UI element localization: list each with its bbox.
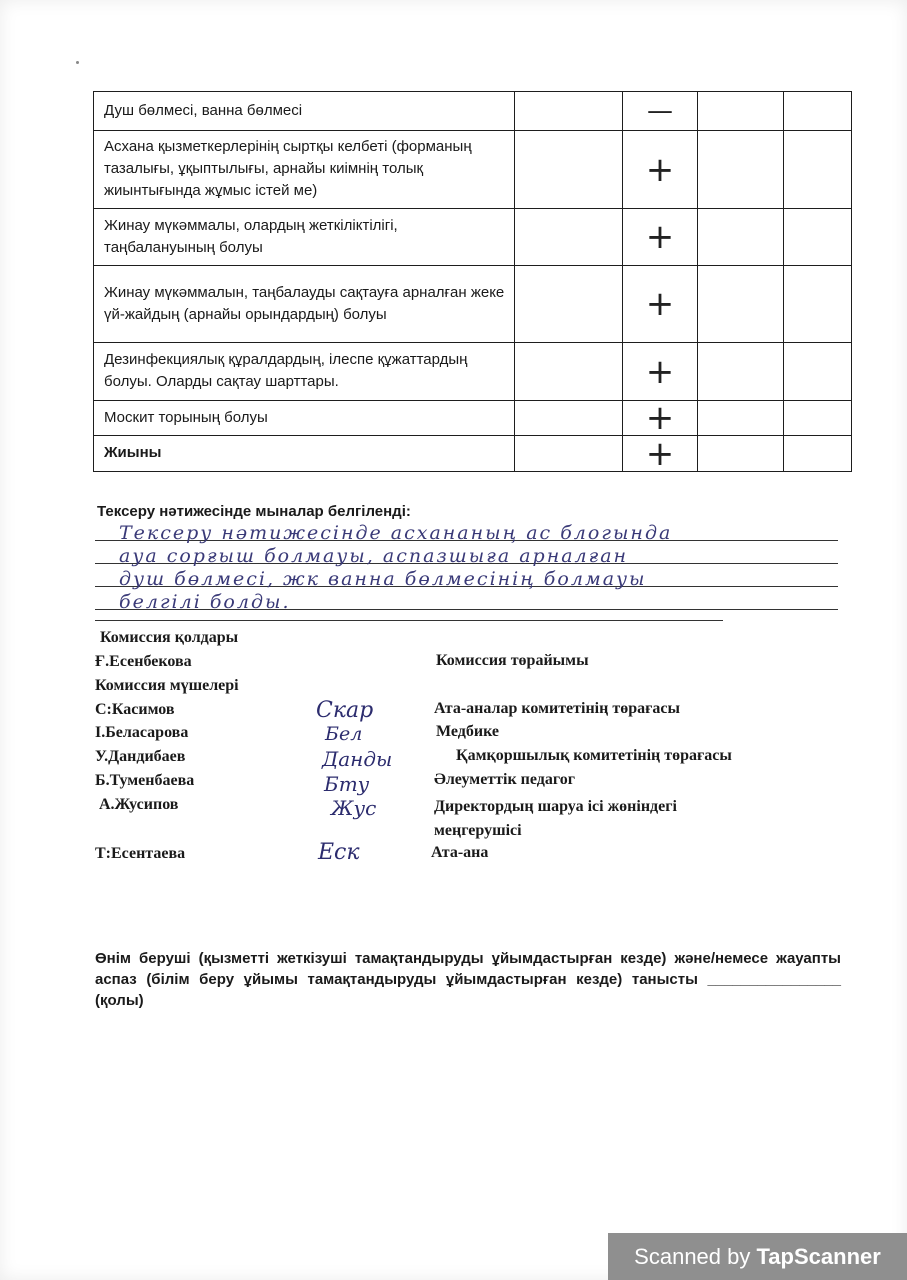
member-role: Ата-аналар комитетінің төрағасы bbox=[434, 700, 680, 717]
scanner-watermark bbox=[608, 1233, 907, 1280]
row-label: Дезинфекциялық құралдардың, ілеспе құжаттардың болуы. Оларды сақтау шарттары. bbox=[94, 343, 515, 401]
watermark-brand: TapScanner bbox=[756, 1244, 881, 1269]
row-label: Жинау мүкәммалы, олардың жеткіліктілігі, таңбалануының болуы bbox=[94, 209, 515, 266]
row-label: Душ бөлмесі, ванна бөлмесі bbox=[94, 92, 515, 131]
table-row bbox=[94, 266, 852, 343]
members-title: Комиссия мүшелері bbox=[95, 677, 239, 694]
member-role: Ата-ана bbox=[431, 844, 489, 861]
acknowledgement-note bbox=[95, 948, 841, 1011]
member-name: А.Жусипов bbox=[99, 796, 179, 813]
findings-line-blank bbox=[95, 620, 723, 621]
findings-line bbox=[95, 541, 838, 567]
table-row bbox=[94, 209, 852, 266]
chair-name: Ғ.Есенбекова bbox=[95, 653, 192, 670]
member-signature: Данды bbox=[322, 747, 393, 771]
check-mark: + bbox=[623, 209, 698, 266]
row-label: Асхана қызметкерлерінің сыртқы келбеті (форманың тазалығы, ұқыптылығы, арнайы киімнің толық жиынтығында жұмыс істей ме) bbox=[94, 131, 515, 209]
member-signature: Еск bbox=[318, 840, 360, 865]
table-row-total bbox=[94, 436, 852, 472]
member-name: Т:Есентаева bbox=[95, 845, 186, 862]
member-name: С:Касимов bbox=[95, 701, 175, 718]
row-label: Жинау мүкәммалын, таңбалауды сақтауға арналған жеке үй-жайдың (арнайы орындардың) болуы bbox=[94, 266, 515, 343]
findings-line bbox=[95, 518, 838, 544]
watermark-prefix: Scanned by bbox=[634, 1244, 751, 1269]
member-name: Б.Туменбаева bbox=[95, 772, 195, 789]
signature-blank: ________________ bbox=[707, 971, 841, 988]
row-label: Москит торының болуы bbox=[94, 401, 515, 436]
check-mark: + bbox=[623, 131, 698, 209]
table-row bbox=[94, 343, 852, 401]
member-signature: Бел bbox=[325, 723, 363, 745]
member-role: Директордың шаруа ісі жөніндегі меңгерушісі bbox=[434, 798, 677, 839]
row-label: Жиыны bbox=[94, 436, 515, 472]
member-name: У.Дандибаев bbox=[95, 748, 186, 765]
table-row bbox=[94, 92, 852, 131]
member-signature: Бту bbox=[324, 772, 370, 796]
handwritten-text: ауа сорғыш болмауы, аспазшыға арналған bbox=[119, 545, 629, 567]
check-mark: — bbox=[623, 92, 698, 131]
handwritten-text: Тексеру нәтижесінде асхананың ас блогында bbox=[119, 522, 673, 544]
check-mark: + bbox=[623, 266, 698, 343]
member-signature: Скар bbox=[316, 698, 374, 723]
handwritten-text: белгілі болды. bbox=[119, 591, 291, 613]
findings-heading: Тексеру нәтижесінде мыналар белгіленді: bbox=[97, 503, 411, 520]
check-mark: + bbox=[623, 436, 698, 472]
findings-lines bbox=[95, 518, 838, 613]
acknowledgement-text: Өнім беруші (қызметті жеткізуші тамақтандыруды ұйымдастырған кезде) және/немесе жауапты аспаз (білім беру ұйымы тамақтандыруды ұйымдастырған кезде) танысты bbox=[95, 950, 841, 988]
table-row bbox=[94, 131, 852, 209]
member-role: Қамқоршылық комитетінің төрағасы bbox=[456, 747, 732, 764]
table-row bbox=[94, 401, 852, 436]
scan-speck bbox=[76, 61, 79, 64]
member-name: І.Беласарова bbox=[95, 724, 189, 741]
inspection-table bbox=[93, 91, 852, 472]
member-signature: Жус bbox=[331, 796, 377, 820]
check-mark: + bbox=[623, 401, 698, 436]
signature-caption: (қолы) bbox=[95, 992, 144, 1009]
chair-role: Комиссия төрайымы bbox=[436, 652, 589, 669]
member-role: Әлеуметтік педагог bbox=[434, 771, 576, 788]
findings-line bbox=[95, 587, 838, 613]
handwritten-text: душ бөлмесі, жк ванна бөлмесінің болмауы bbox=[119, 568, 647, 590]
commission-title: Комиссия қолдары bbox=[100, 629, 239, 646]
member-role: Медбике bbox=[436, 723, 500, 740]
check-mark: + bbox=[623, 343, 698, 401]
findings-line bbox=[95, 564, 838, 590]
